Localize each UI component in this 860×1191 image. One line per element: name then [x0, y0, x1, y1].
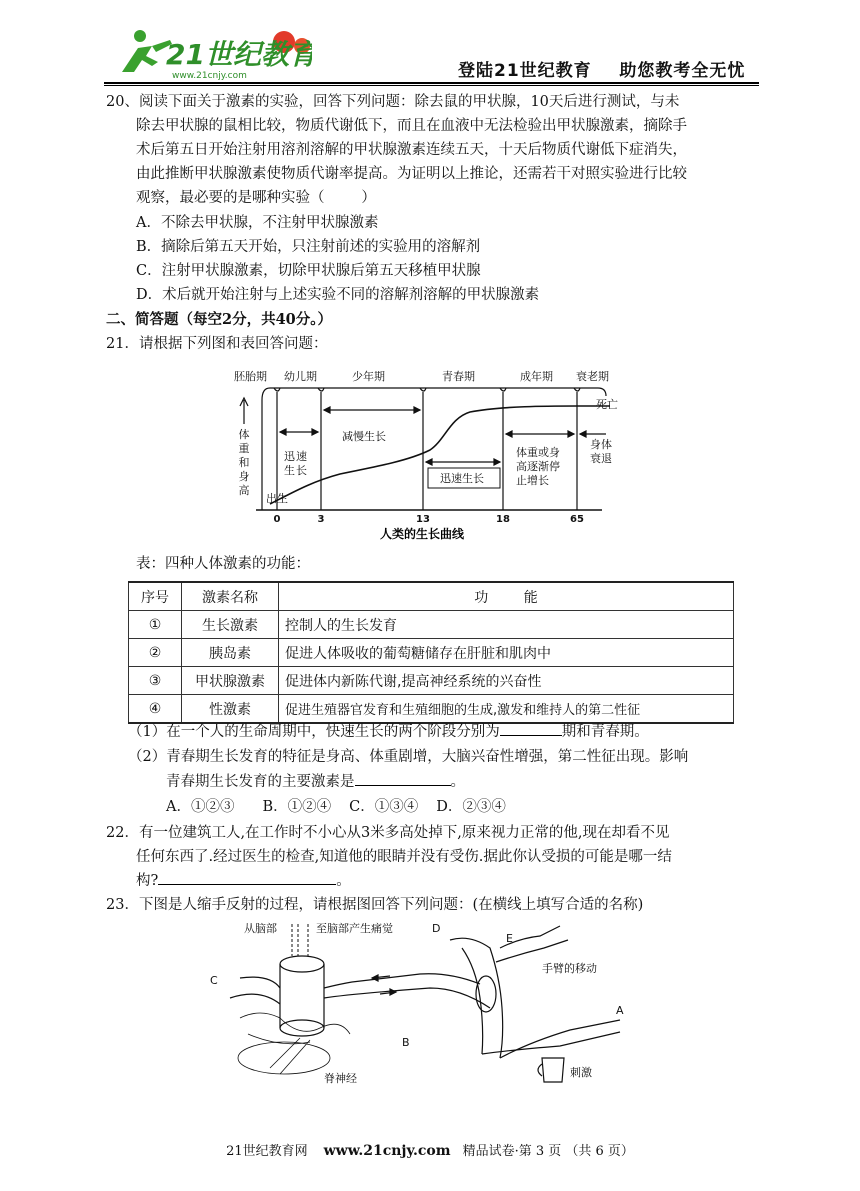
tick-13: 13 — [416, 514, 430, 525]
label-C: C — [210, 974, 218, 987]
svg-text:速: 速 — [296, 450, 307, 463]
q20-line-1: 20、阅读下面关于激素的实验，回答下列问题：除去鼠的甲状腺，10天后进行测试，与未 — [106, 94, 680, 110]
q20-option-a: A．不除去甲状腺，不注射甲状腺激素 — [136, 215, 379, 231]
svg-text:和: 和 — [238, 456, 250, 469]
logo-text: 21世纪教育 — [166, 38, 312, 71]
stage-aging: 衰老期 — [576, 370, 609, 383]
table-row: ③ 甲状腺激素 促进体内新陈代谢,提高神经系统的兴奋性 — [129, 667, 734, 695]
tick-3: 3 — [317, 514, 325, 525]
svg-text:高逐渐停: 高逐渐停 — [516, 460, 560, 473]
q21-options — [166, 795, 506, 819]
stage-puberty: 青春期 — [442, 370, 475, 383]
table-row: ① 生长激素 控制人的生长发育 — [129, 611, 734, 639]
q21-option-d: D．②③④ — [436, 799, 506, 815]
chart-caption: 人类的生长曲线 — [379, 527, 465, 541]
label-A: A — [616, 1004, 624, 1017]
q21-sub2-line1: （2）青春期生长发育的特征是身高、体重剧增，大脑兴奋性增强，第二性征出现。影响 — [128, 749, 689, 765]
reflex-arc-diagram — [200, 918, 660, 1096]
logo-url: www.21cnjy.com — [172, 71, 247, 81]
svg-text:止增长: 止增长 — [516, 474, 549, 487]
svg-text:生: 生 — [284, 464, 295, 477]
q21-option-a: A．①②③ — [166, 799, 235, 815]
label-to-brain: 至脑部产生痛觉 — [316, 922, 393, 935]
label-D: D — [432, 922, 441, 935]
q20-line-4: 由此推断甲状腺激素使物质代谢率提高。为证明以上推论，还需若干对照实验进行比较 — [136, 166, 687, 182]
table-intro: 表：四种人体激素的功能： — [136, 556, 310, 572]
stage-embryo: 胚胎期 — [234, 370, 267, 383]
answer-blank-1[interactable] — [500, 721, 562, 736]
label-stimulus: 刺激 — [570, 1066, 592, 1079]
svg-text:衰退: 衰退 — [590, 452, 612, 465]
svg-text:死亡: 死亡 — [596, 398, 618, 411]
page-footer — [0, 1140, 860, 1159]
footer-url: www.21cnjy.com — [323, 1143, 451, 1159]
svg-text:体: 体 — [238, 428, 250, 441]
section-2-title: 二、简答题（每空2分，共40分。） — [106, 311, 333, 328]
q20-line-5: 观察，最必要的是哪种实验（ ） — [136, 190, 376, 206]
svg-text:体重或身: 体重或身 — [516, 446, 560, 459]
stage-child: 少年期 — [352, 370, 385, 383]
q20-option-d: D．术后就开始注射与上述实验不同的溶解剂溶解的甲状腺激素 — [136, 287, 540, 303]
label-from-brain: 从脑部 — [244, 922, 277, 935]
q20-line-2: 除去甲状腺的鼠相比较，物质代谢低下，而且在血液中无法检验出甲状腺激素，摘除手 — [136, 118, 687, 134]
footer-site: 21世纪教育网 — [226, 1144, 308, 1159]
svg-text:重: 重 — [238, 442, 250, 455]
q21-stem: 21．请根据下列图和表回答问题： — [106, 336, 328, 352]
q21-sub1: （1）在一个人的生命周期中，快速生长的两个阶段分别为 期和青春期。 — [128, 720, 649, 744]
header-rule — [104, 82, 759, 84]
label-B: B — [402, 1036, 410, 1049]
q22-line-2: 任何东西了.经过医生的检查,知道他的眼睛并没有受伤.据此你认受损的可能是哪一结 — [136, 849, 672, 865]
q21-option-c: C．①③④ — [349, 799, 419, 815]
stage-adult: 成年期 — [520, 370, 553, 383]
q20-option-b: B．摘除后第五天开始，只注射前述的实验用的溶解剂 — [136, 239, 481, 255]
q21-option-b: B．①②④ — [262, 799, 332, 815]
site-logo — [112, 26, 312, 82]
label-E: E — [506, 932, 513, 945]
q20-line-3: 术后第五日开始注射用溶剂溶解的甲状腺激素连续五天，十天后物质代谢低下症消失， — [136, 142, 687, 158]
svg-text:减慢生长: 减慢生长 — [342, 430, 386, 443]
q22-line-3: 构? 。 — [136, 869, 351, 893]
q21-sub2-line2: 青春期生长发育的主要激素是 。 — [166, 770, 465, 794]
header-slogan: 登陆21世纪教育 助您教考全无忧 — [458, 61, 746, 81]
svg-text:身体: 身体 — [590, 438, 612, 451]
hormone-table — [128, 581, 734, 724]
header-rule-thin — [104, 85, 759, 86]
growth-curve-chart — [230, 364, 650, 544]
table-header-row: 序号 激素名称 功 能 — [129, 582, 734, 611]
tick-18: 18 — [496, 514, 510, 525]
svg-text:迅: 迅 — [284, 450, 295, 463]
q23-stem: 23．下图是人缩手反射的过程，请根据图回答下列问题：(在横线上填写合适的名称) — [106, 897, 644, 913]
label-spinal: 脊神经 — [324, 1072, 357, 1085]
svg-text:出生: 出生 — [266, 492, 288, 505]
svg-text:长: 长 — [296, 464, 307, 477]
svg-text:身: 身 — [238, 470, 250, 483]
q22-line-1: 22．有一位建筑工人,在工作时不小心从3米多高处掉下,原来视力正常的他,现在却看不见 — [106, 825, 670, 841]
stage-infant: 幼儿期 — [284, 370, 317, 383]
svg-text:迅速生长: 迅速生长 — [440, 472, 484, 485]
answer-blank-3[interactable] — [158, 870, 336, 885]
q20-option-c: C．注射甲状腺激素，切除甲状腺后第五天移植甲状腺 — [136, 263, 481, 279]
answer-blank-2[interactable] — [355, 771, 451, 786]
tick-0: 0 — [273, 514, 281, 525]
tick-65: 65 — [570, 514, 584, 525]
footer-page-info: 精品试卷·第 3 页 （共 6 页） — [462, 1144, 634, 1159]
svg-text:高: 高 — [238, 484, 250, 497]
table-row: ② 胰岛素 促进人体吸收的葡萄糖储存在肝脏和肌肉中 — [129, 639, 734, 667]
table-row: ④ 性激素 促进生殖器官发育和生殖细胞的生成,激发和维持人的第二性征 — [129, 695, 734, 724]
label-arm-move: 手臂的移动 — [542, 962, 597, 975]
